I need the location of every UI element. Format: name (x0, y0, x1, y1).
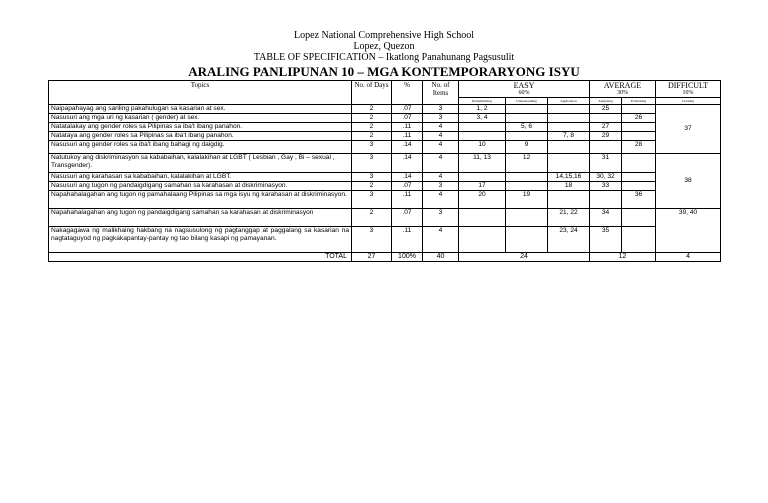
understanding-cell (506, 209, 548, 227)
table-row (49, 182, 721, 191)
school-name: Lopez National Comprehensive High School (294, 30, 474, 41)
application-cell: 7, 8 (548, 132, 590, 141)
items-cell: 4 (423, 227, 459, 253)
evaluating-cell: 28 (622, 141, 656, 154)
total-row (49, 253, 721, 262)
percent-cell: .07 (392, 114, 423, 123)
understanding-cell (506, 227, 548, 253)
total-days: 27 (352, 253, 392, 262)
specification-table (48, 80, 721, 262)
creating-cell: 37 (656, 105, 721, 154)
difficult-percent: 10% (682, 90, 694, 96)
analyzing-cell (590, 114, 622, 123)
items-header: No. of Items (423, 81, 459, 105)
difficult-header (656, 81, 721, 98)
analyzing-cell: 30, 32 (590, 173, 622, 182)
school-location: Lopez, Quezon (353, 41, 415, 52)
remembering-cell: 10 (459, 141, 506, 154)
analyzing-cell: 27 (590, 123, 622, 132)
understanding-cell (506, 114, 548, 123)
total-difficult: 4 (656, 253, 721, 262)
days-cell: 2 (352, 123, 392, 132)
total-average: 12 (590, 253, 656, 262)
remembering-cell (459, 209, 506, 227)
percent-header: % (392, 81, 423, 105)
creating-cell: 39, 40 (656, 209, 721, 253)
understanding-header: Understanding (506, 98, 548, 105)
application-cell (548, 123, 590, 132)
remembering-cell: 11, 13 (459, 154, 506, 173)
difficult-label: DIFFICULT (667, 81, 709, 90)
days-header: No. of Days (352, 81, 392, 105)
items-cell: 4 (423, 141, 459, 154)
days-cell: 3 (352, 191, 392, 209)
topic-cell: Natutukoy ang diskriminasyon sa kababaihan, kalalakihan at LGBT ( Lesbian , Gay , Bi – sexual , Transgender). (49, 154, 352, 173)
days-cell: 3 (352, 141, 392, 154)
evaluating-cell (622, 154, 656, 173)
remembering-cell (459, 123, 506, 132)
items-cell: 4 (423, 154, 459, 173)
evaluating-cell: 36 (622, 191, 656, 209)
application-cell: 21, 22 (548, 209, 590, 227)
easy-percent: 60% (518, 90, 530, 96)
application-header: Application (548, 98, 590, 105)
analyzing-cell: 33 (590, 182, 622, 191)
understanding-cell (506, 132, 548, 141)
days-cell: 2 (352, 182, 392, 191)
topic-cell: Natatalakay ang gender roles sa Pilipinas sa iba't ibang panahon. (49, 123, 352, 132)
days-cell: 2 (352, 114, 392, 123)
items-cell: 4 (423, 191, 459, 209)
application-cell: 14,15,16 (548, 173, 590, 182)
topic-cell: Nasusuri ang karahasan sa kababaihan, kalalakihan at LGBT. (49, 173, 352, 182)
analyzing-cell (590, 191, 622, 209)
items-cell: 4 (423, 123, 459, 132)
analyzing-header: Analyzing (590, 98, 622, 105)
application-cell (548, 154, 590, 173)
evaluating-cell (622, 173, 656, 182)
creating-cell: 38 (656, 154, 721, 209)
items-cell: 3 (423, 105, 459, 114)
remembering-cell: 3, 4 (459, 114, 506, 123)
analyzing-cell: 29 (590, 132, 622, 141)
remembering-cell (459, 173, 506, 182)
average-header (590, 81, 656, 98)
items-cell: 4 (423, 173, 459, 182)
topic-cell: Napahahalagahan ang tugon ng pamahalaang Pilipinas sa mga isyu ng karahasan at diskriminasyon. (49, 191, 352, 209)
percent-cell: .11 (392, 132, 423, 141)
evaluating-cell (622, 132, 656, 141)
table-row (49, 123, 721, 132)
application-cell (548, 114, 590, 123)
table-row (49, 114, 721, 123)
understanding-cell: 5, 6 (506, 123, 548, 132)
percent-cell: .14 (392, 154, 423, 173)
topic-cell: Nasusuri ang gender roles sa iba't ibang bahagi ng daigdig. (49, 141, 352, 154)
easy-header (459, 81, 590, 98)
topic-cell: Nasusuri ang tugon ng pandaigdigang samahan sa karahasan at diskriminasyon. (49, 182, 352, 191)
application-cell: 23, 24 (548, 227, 590, 253)
percent-cell: .11 (392, 191, 423, 209)
days-cell: 2 (352, 105, 392, 114)
application-cell (548, 141, 590, 154)
analyzing-cell: 25 (590, 105, 622, 114)
analyzing-cell: 31 (590, 154, 622, 173)
table-row (49, 105, 721, 114)
percent-cell: .14 (392, 173, 423, 182)
percent-cell: .07 (392, 182, 423, 191)
application-cell (548, 191, 590, 209)
topic-cell: Napahahalagahan ang tugon ng pandaigdigang samahan sa karahasan at diskriminasyon (49, 209, 352, 227)
understanding-cell: 19 (506, 191, 548, 209)
subject-title: ARALING PANLIPUNAN 10 – MGA KONTEMPORARYONG ISYU (188, 64, 580, 79)
percent-cell: .07 (392, 209, 423, 227)
items-cell: 4 (423, 132, 459, 141)
average-percent: 30% (617, 90, 629, 96)
document-title: TABLE OF SPECIFICATION – Ikatlong Panahunang Pagsusulit (253, 52, 515, 63)
table-row (49, 191, 721, 209)
remembering-cell: 17 (459, 182, 506, 191)
days-cell: 3 (352, 173, 392, 182)
topic-cell: Naipapahayag ang sariling pakahulugan sa kasarian at sex. (49, 105, 352, 114)
total-percent: 100% (392, 253, 423, 262)
topic-cell: Natataya ang gender roles sa Pilipinas sa iba't ibang panahon. (49, 132, 352, 141)
easy-label: EASY (513, 81, 535, 90)
items-cell: 3 (423, 182, 459, 191)
analyzing-cell (590, 141, 622, 154)
analyzing-cell: 35 (590, 227, 622, 253)
remembering-cell (459, 132, 506, 141)
remembering-header: Remembering (459, 98, 506, 105)
understanding-cell (506, 105, 548, 114)
understanding-cell (506, 182, 548, 191)
evaluating-cell (622, 105, 656, 114)
items-cell: 3 (423, 209, 459, 227)
topics-header: Topics (49, 81, 352, 105)
total-items: 40 (423, 253, 459, 262)
remembering-cell: 20 (459, 191, 506, 209)
application-cell: 18 (548, 182, 590, 191)
table-row (49, 209, 721, 227)
percent-cell: .11 (392, 123, 423, 132)
days-cell: 3 (352, 154, 392, 173)
table-row (49, 141, 721, 154)
understanding-cell (506, 173, 548, 182)
evaluating-cell (622, 123, 656, 132)
percent-cell: .14 (392, 141, 423, 154)
topic-cell: Nasusuri ang mga uri ng kasarian ( gender) at sex. (49, 114, 352, 123)
remembering-cell (459, 227, 506, 253)
evaluating-cell: 26 (622, 114, 656, 123)
evaluating-header: Evaluating (622, 98, 656, 105)
evaluating-cell (622, 209, 656, 227)
items-cell: 3 (423, 114, 459, 123)
average-label: AVERAGE (603, 81, 642, 90)
creating-header: Creating (656, 98, 721, 105)
understanding-cell: 9 (506, 141, 548, 154)
days-cell: 2 (352, 209, 392, 227)
total-easy: 24 (459, 253, 590, 262)
understanding-cell: 12 (506, 154, 548, 173)
analyzing-cell: 34 (590, 209, 622, 227)
table-row (49, 132, 721, 141)
table-row (49, 173, 721, 182)
percent-cell: .11 (392, 227, 423, 253)
remembering-cell: 1, 2 (459, 105, 506, 114)
topic-cell: Nakagagawa ng malikhaing hakbang na nagsusulong ng pagtanggap at paggalang sa kasarian na nagtataguyod ng pagkakapantay-pantay ng tao bilang kasapi ng pamayanan. (49, 227, 352, 253)
evaluating-cell (622, 182, 656, 191)
evaluating-cell (622, 227, 656, 253)
table-row (49, 227, 721, 253)
days-cell: 2 (352, 132, 392, 141)
application-cell (548, 105, 590, 114)
total-label: TOTAL (49, 253, 352, 262)
table-row (49, 154, 721, 173)
days-cell: 3 (352, 227, 392, 253)
percent-cell: .07 (392, 105, 423, 114)
